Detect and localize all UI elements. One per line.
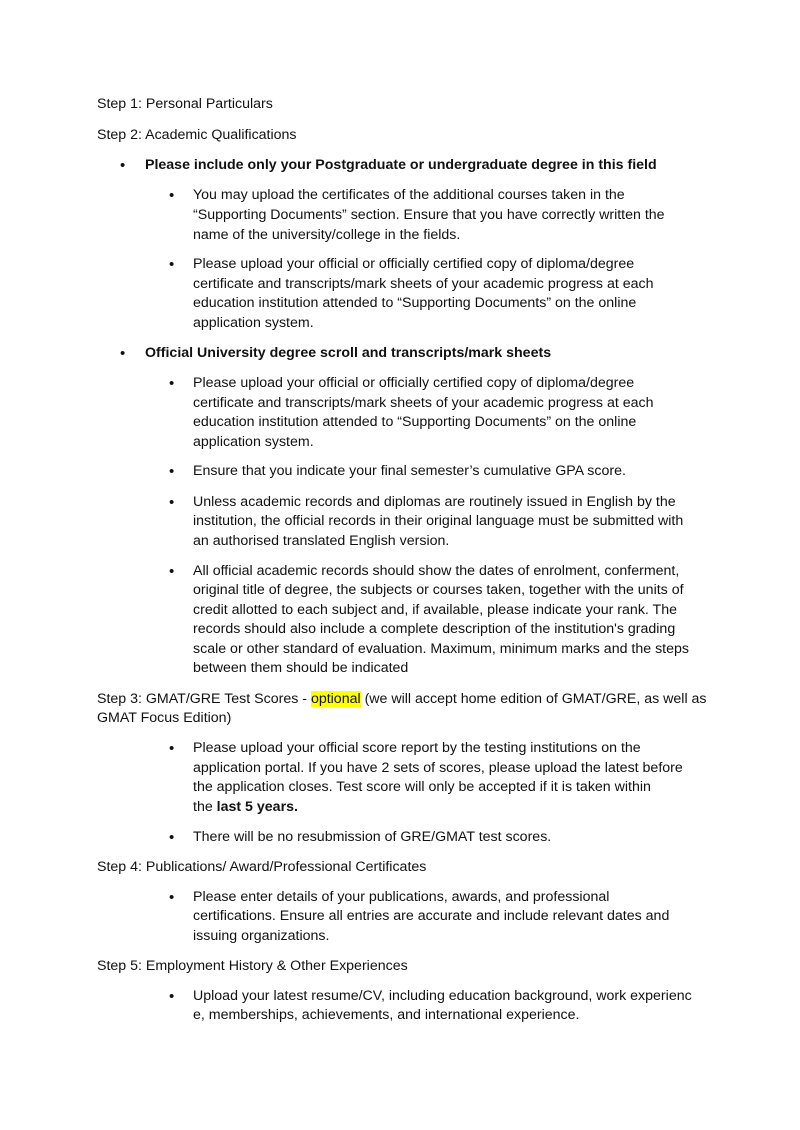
step3-sub1-last-prefix: the: [193, 799, 217, 815]
academic-b2-sub1-line-3: education institution attended to “Supporting Documents” on the online: [193, 414, 637, 430]
bullet-icon: [169, 493, 174, 513]
step-2-heading: Step 2: Academic Qualifications: [97, 127, 297, 143]
academic-b1-sub1-line-3: name of the university/college in the fields.: [193, 227, 461, 243]
academic-b2-sub1-line-2: certificate and transcripts/mark sheets of your academic progress at each: [193, 395, 654, 411]
academic-b2-sub1-line-1: Please upload your official or officially certified copy of diploma/degree: [193, 375, 635, 391]
step3-sub1-line-4: [193, 798, 298, 818]
academic-bullet-2-heading: Official University degree scroll and transcripts/mark sheets: [145, 345, 552, 361]
step3-sub2-line-1: There will be no resubmission of GRE/GMAT test scores.: [193, 829, 552, 845]
academic-b2-sub3-line-2: institution, the official records in their original language must be submitted with: [193, 513, 684, 529]
bullet-icon: [169, 374, 174, 394]
academic-b1-sub2-line-3: education institution attended to “Supporting Documents” on the online: [193, 295, 637, 311]
step5-sub1-line-1: Upload your latest resume/CV, including education background, work experienc: [193, 988, 692, 1004]
academic-b2-sub4-line-5: scale or other standard of evaluation. Maximum, minimum marks and the steps: [193, 641, 689, 657]
academic-b1-sub1-line-1: You may upload the certificates of the additional courses taken in the: [193, 187, 625, 203]
academic-b1-sub2-line-4: application system.: [193, 315, 314, 331]
step3-sub1-line-2: application portal. If you have 2 sets of scores, please upload the latest before: [193, 760, 683, 776]
bullet-icon: [169, 739, 174, 759]
bullet-icon: [120, 344, 125, 364]
academic-b2-sub3-line-1: Unless academic records and diplomas are routinely issued in English by the: [193, 494, 676, 510]
bullet-icon: [169, 186, 174, 206]
academic-b2-sub4-line-4: records should also include a complete description of the institution's grading: [193, 621, 676, 637]
optional-highlight: optional: [310, 691, 361, 707]
bullet-icon: [169, 255, 174, 275]
step-3-heading: [97, 690, 707, 710]
academic-b1-sub2-line-1: Please upload your official or officially certified copy of diploma/degree: [193, 256, 635, 272]
bullet-icon: [120, 156, 125, 176]
academic-b2-sub4-line-3: credit allotted to each subject and, if available, please indicate your rank. The: [193, 602, 677, 618]
bullet-icon: [169, 987, 174, 1007]
step3-sub1-line-1: Please upload your official score report by the testing institutions on the: [193, 740, 641, 756]
step5-sub1-line-2: e, memberships, achievements, and international experience.: [193, 1007, 580, 1023]
bullet-icon: [169, 462, 174, 482]
last-5-years-emphasis: last 5 years.: [216, 799, 298, 815]
step-5-heading: Step 5: Employment History & Other Experiences: [97, 958, 408, 974]
step4-sub1-line-1: Please enter details of your publications, awards, and professional: [193, 889, 610, 905]
step-1-heading: Step 1: Personal Particulars: [97, 96, 273, 112]
academic-b2-sub2-line-1: Ensure that you indicate your final semester’s cumulative GPA score.: [193, 463, 626, 479]
bullet-icon: [169, 888, 174, 908]
academic-b2-sub3-line-3: an authorised translated English version.: [193, 533, 450, 549]
step-3-prefix: Step 3: GMAT/GRE Test Scores -: [97, 691, 311, 707]
step4-sub1-line-3: issuing organizations.: [193, 928, 330, 944]
academic-b2-sub1-line-4: application system.: [193, 434, 314, 450]
step-3-suffix: (we will accept home edition of GMAT/GRE, as well as: [360, 691, 707, 707]
academic-b2-sub4-line-2: original title of degree, the subjects or courses taken, together with the units of: [193, 582, 684, 598]
step3-sub1-line-3: the application closes. Test score will only be accepted if it is taken within: [193, 779, 651, 795]
academic-b2-sub4-line-6: between them should be indicated: [193, 660, 409, 676]
academic-b2-sub4-line-1: All official academic records should show the dates of enrolment, conferment,: [193, 563, 680, 579]
bullet-icon: [169, 828, 174, 848]
step-4-heading: Step 4: Publications/ Award/Professional Certificates: [97, 859, 427, 875]
academic-b1-sub2-line-2: certificate and transcripts/mark sheets of your academic progress at each: [193, 276, 654, 292]
academic-bullet-1-heading: Please include only your Postgraduate or undergraduate degree in this field: [145, 157, 657, 173]
step-3-heading-line-2: GMAT Focus Edition): [97, 710, 232, 726]
academic-b1-sub1-line-2: “Supporting Documents” section. Ensure that you have correctly written the: [193, 207, 665, 223]
step4-sub1-line-2: certifications. Ensure all entries are accurate and include relevant dates and: [193, 908, 670, 924]
bullet-icon: [169, 562, 174, 582]
